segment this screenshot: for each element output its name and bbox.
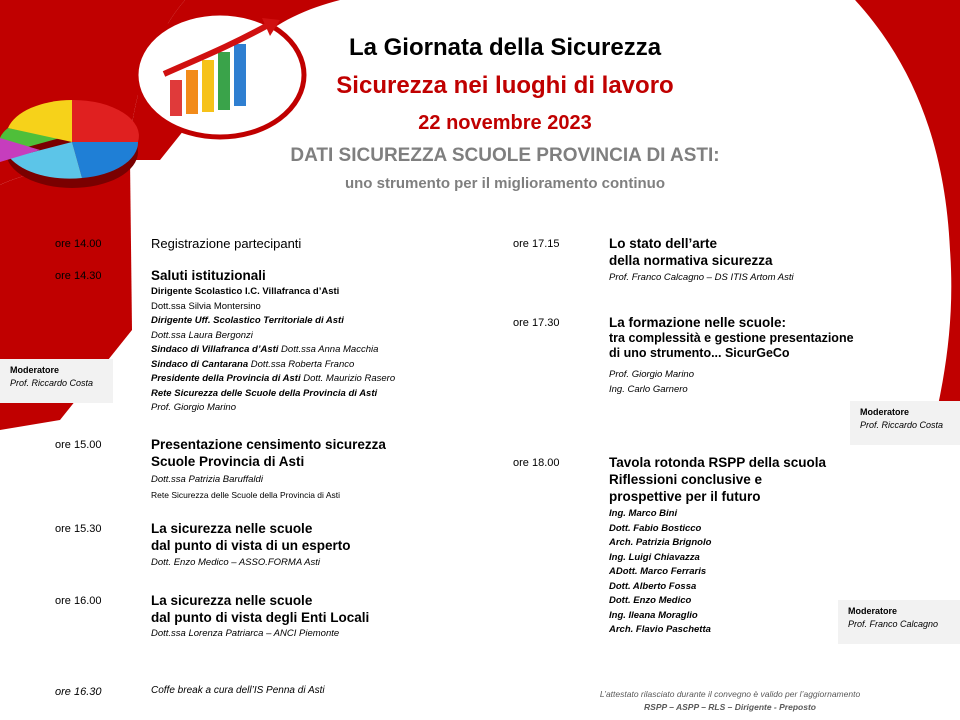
session-title-line: dal punto di vista di un esperto — [151, 538, 351, 553]
session-title-line: prospettive per il futuro — [609, 489, 761, 504]
session-title: Saluti istituzionali — [151, 268, 266, 283]
session-title-line: Riflessioni conclusive e — [609, 472, 763, 487]
speaker-name: Dott.ssa Laura Bergonzi — [151, 329, 253, 341]
moderator-label: Moderatore — [10, 365, 60, 375]
speaker-role: Sindaco di Villafranca d’Asti — [151, 344, 279, 355]
speaker-name: Ing. Ileana Moraglio — [609, 609, 698, 621]
event-title: La Giornata della Sicurezza — [348, 34, 662, 61]
session-title-line: dal punto di vista degli Enti Locali — [151, 610, 370, 625]
session-title: Coffe break a cura dell’IS Penna di Asti — [151, 685, 325, 696]
speaker-name: Arch. Patrizia Brignolo — [609, 537, 712, 548]
speaker-name: Dott.ssa Patrizia Baruffaldi — [151, 474, 263, 485]
speaker-name: Ing. Luigi Chiavazza — [609, 551, 700, 563]
time-label: ore 15.00 — [55, 439, 102, 451]
speaker-role: Dirigente Scolastico I.C. Villafranca d’Asti — [151, 286, 340, 297]
session-title-line: Presentazione censimento sicurezza — [151, 437, 386, 452]
time-label: ore 14.30 — [55, 270, 102, 282]
speaker-role: Presidente della Provincia di Asti — [151, 373, 301, 384]
speaker-name: Dott.ssa Anna Macchia — [281, 344, 379, 355]
speaker-name: Ing. Carlo Garnero — [609, 383, 688, 395]
session-title-line: della normativa sicurezza — [609, 253, 773, 268]
speaker-name: Dott.ssa Silvia Montersino — [151, 300, 261, 312]
session-title — [151, 592, 369, 626]
session-speakers — [609, 507, 711, 638]
speaker-role: Sindaco di Cantarana — [151, 358, 249, 370]
footer-line: RSPP – ASPP – RLS – Dirigente - Preposto — [644, 702, 816, 712]
speaker-name: ADott. Marco Ferraris — [609, 566, 707, 577]
speaker-name: Dott. Enzo Medico – ASSO.FORMA Asti — [151, 557, 320, 568]
session-title — [151, 436, 386, 470]
footer-line: L’attestato rilasciato durante il convegno è valido per l’aggiornamento — [599, 689, 861, 699]
session-title — [609, 235, 773, 269]
moderator-label: Moderatore — [860, 407, 910, 417]
session-title-line: Lo stato dell’arte — [609, 236, 718, 251]
speaker-name: Prof. Giorgio Marino — [151, 402, 237, 413]
session-title-line: di uno strumento... SicurGeCo — [609, 346, 790, 360]
session-speakers — [151, 473, 340, 502]
pie-chart-logo — [0, 80, 150, 200]
session-title: Registrazione partecipanti — [151, 236, 302, 251]
session-title-line: Tavola rotonda RSPP della scuola — [609, 455, 827, 470]
moderator-label: Moderatore — [848, 606, 898, 616]
moderator-name: Prof. Franco Calcagno — [848, 619, 939, 629]
moderator-name: Prof. Riccardo Costa — [860, 420, 944, 430]
session-title — [609, 314, 854, 361]
speaker-name: Ing. Marco Bini — [609, 508, 678, 519]
speaker-name: Prof. Giorgio Marino — [609, 369, 695, 380]
session-title-line: La sicurezza nelle scuole — [151, 521, 313, 536]
speaker-org: Rete Sicurezza delle Scuole della Provincia di Asti — [151, 489, 340, 500]
event-subtitle: Sicurezza nei luoghi di lavoro — [336, 72, 674, 99]
time-label: ore 16.30 — [55, 686, 102, 698]
time-label: ore 15.30 — [55, 523, 102, 535]
session-title — [609, 454, 826, 505]
moderator-box — [0, 359, 113, 403]
speaker-name: Dott. Alberto Fossa — [609, 580, 697, 592]
speaker-role: Rete Sicurezza delle Scuole della Provincia di Asti — [151, 387, 378, 399]
time-label: ore 17.15 — [513, 238, 560, 250]
session-title — [151, 520, 351, 554]
speaker-name: Dott. Enzo Medico — [609, 595, 692, 606]
speaker-name: Dott.ssa Roberta Franco — [250, 358, 355, 370]
session-title-line: tra complessità e gestione presentazione — [609, 331, 854, 345]
event-date: 22 novembre 2023 — [418, 112, 592, 134]
moderator-box — [838, 600, 960, 644]
speaker-name: Arch. Flavio Paschetta — [609, 624, 711, 635]
event-topic: DATI SICUREZZA SCUOLE PROVINCIA DI ASTI: — [290, 145, 720, 166]
session-title-line: Scuole Provincia di Asti — [151, 454, 305, 469]
session-speakers — [609, 368, 694, 397]
time-label: ore 17.30 — [513, 317, 560, 329]
speaker-name: Prof. Franco Calcagno – DS ITIS Artom Asti — [609, 272, 794, 283]
speaker-role: Dirigente Uff. Scolastico Territoriale di Asti — [151, 315, 344, 326]
event-tagline: uno strumento per il miglioramento continuo — [344, 175, 665, 192]
time-label: ore 18.00 — [513, 457, 560, 469]
speaker-name: Dott. Fabio Bosticco — [609, 522, 702, 534]
time-label: ore 16.00 — [55, 595, 102, 607]
speaker-name: Dott.ssa Lorenza Patriarca – ANCI Piemonte — [151, 628, 340, 639]
speaker-name: Dott. Maurizio Rasero — [303, 373, 396, 384]
moderator-box — [850, 401, 960, 445]
session-title-line: La formazione nelle scuole: — [609, 315, 787, 330]
moderator-name: Prof. Riccardo Costa — [10, 378, 94, 388]
footer-note — [520, 688, 940, 714]
time-label: ore 14.00 — [55, 238, 102, 250]
session-speakers — [151, 285, 491, 416]
session-title-line: La sicurezza nelle scuole — [151, 593, 313, 608]
